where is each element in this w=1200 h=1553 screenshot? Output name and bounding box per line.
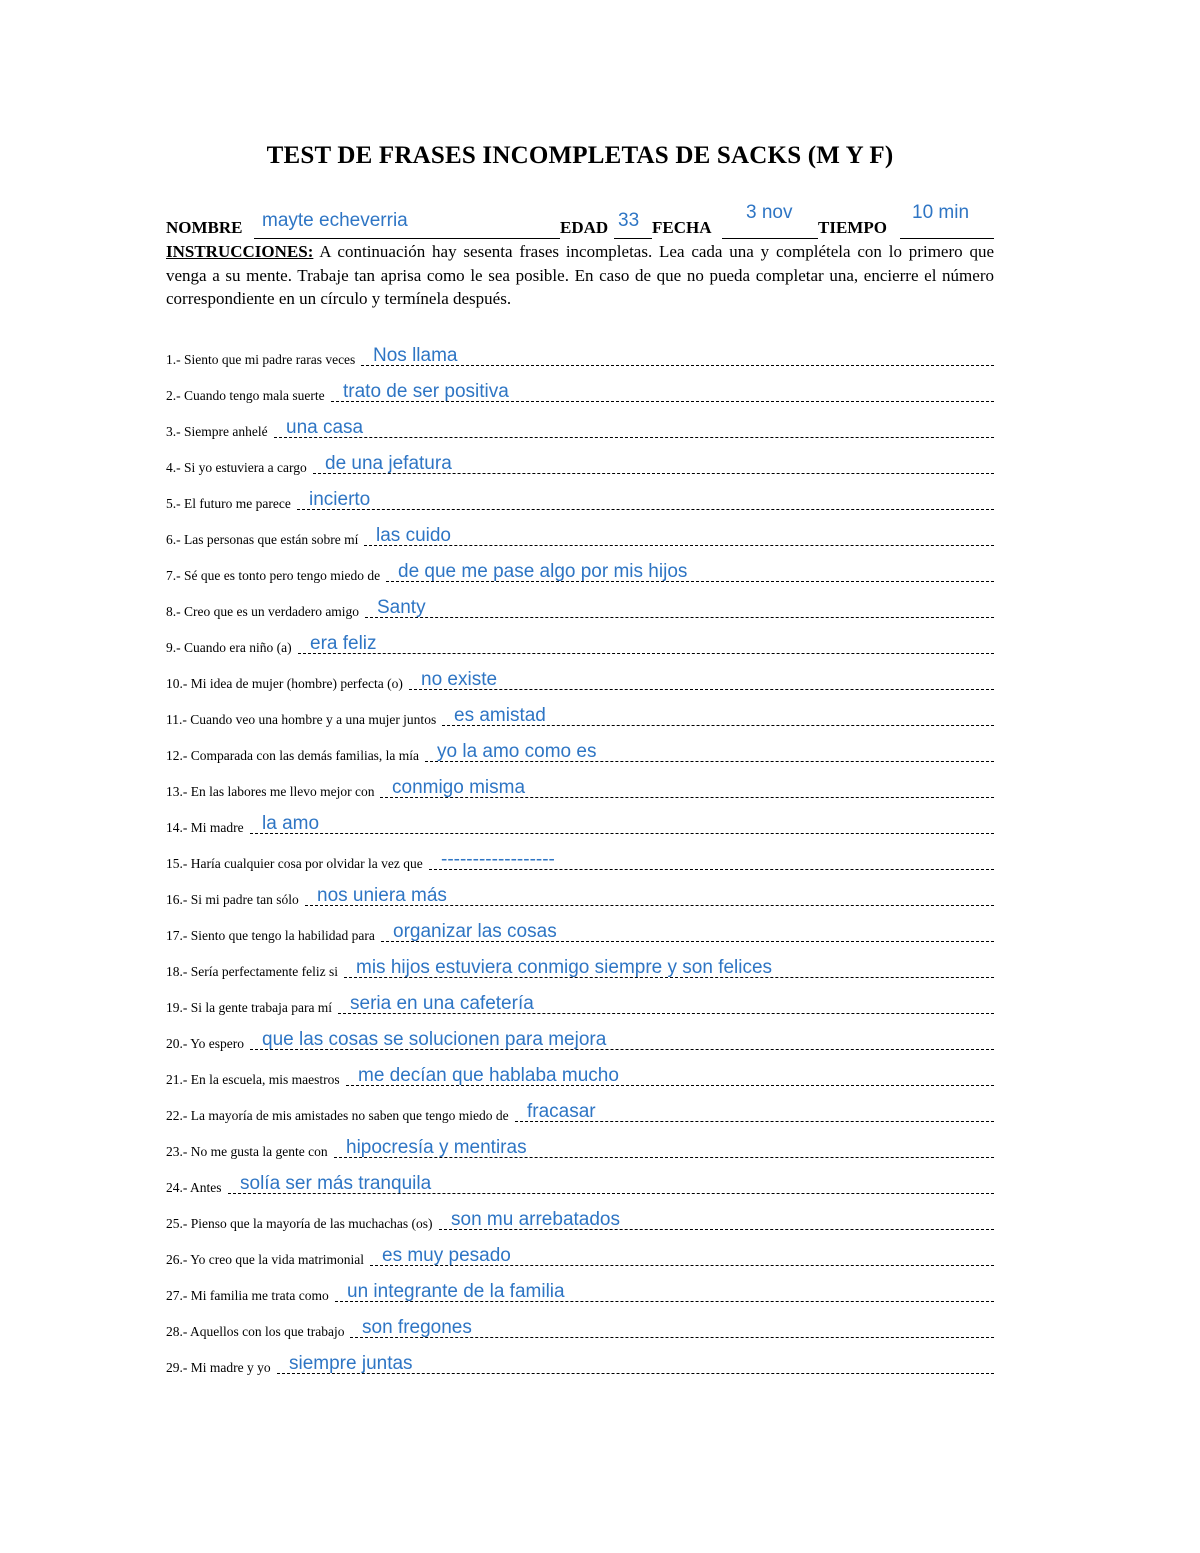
sentence-item — [166, 700, 994, 736]
sentence-prompt: 9.- Cuando era niño (a) — [166, 640, 296, 656]
edad-value[interactable]: 33 — [618, 210, 640, 231]
sentence-prompt: 21.- En la escuela, mis maestros — [166, 1072, 344, 1088]
sentence-item — [166, 520, 994, 556]
sentence-prompt: 23.- No me gusta la gente con — [166, 1144, 332, 1160]
sentence-item — [166, 808, 994, 844]
sentence-prompt: 27.- Mi familia me trata como — [166, 1288, 333, 1304]
sentence-prompt: 15.- Haría cualquier cosa por olvidar la vez que — [166, 856, 427, 872]
answer-text[interactable]: son mu arrebatados — [451, 1209, 620, 1230]
sentence-item — [166, 1240, 994, 1276]
answer-line — [250, 833, 994, 834]
sentence-item — [166, 988, 994, 1024]
answer-text[interactable]: que las cosas se solucionen para mejora — [262, 1029, 607, 1050]
answer-text[interactable]: nos uniera más — [317, 885, 447, 906]
sentence-item — [166, 952, 994, 988]
answer-text[interactable]: una casa — [286, 417, 364, 438]
answer-text[interactable]: organizar las cosas — [393, 921, 557, 942]
answer-text[interactable]: de que me pase algo por mis hijos — [398, 561, 688, 582]
sentence-item — [166, 340, 994, 376]
answer-text[interactable]: un integrante de la familia — [347, 1281, 565, 1302]
answer-text[interactable]: Nos llama — [373, 345, 458, 366]
sentence-prompt: 20.- Yo espero — [166, 1036, 248, 1052]
sentence-prompt: 12.- Comparada con las demás familias, la mía — [166, 748, 423, 764]
answer-text[interactable]: solía ser más tranquila — [240, 1173, 432, 1194]
header-fields — [166, 202, 994, 240]
sentence-prompt: 5.- El futuro me parece — [166, 496, 295, 512]
sentence-item — [166, 628, 994, 664]
sentence-item — [166, 592, 994, 628]
sentence-item — [166, 1348, 994, 1384]
fecha-value[interactable]: 3 nov — [746, 202, 793, 223]
answer-text[interactable]: son fregones — [362, 1317, 472, 1338]
sentence-prompt: 28.- Aquellos con los que trabajo — [166, 1324, 348, 1340]
answer-text[interactable]: incierto — [309, 489, 371, 510]
sentence-item — [166, 1132, 994, 1168]
sentence-prompt: 11.- Cuando veo una hombre y a una mujer juntos — [166, 712, 440, 728]
edad-label: EDAD — [560, 218, 609, 237]
sentence-item — [166, 1096, 994, 1132]
answer-text[interactable]: es muy pesado — [382, 1245, 511, 1266]
sentence-item — [166, 556, 994, 592]
sentence-prompt: 8.- Creo que es un verdadero amigo — [166, 604, 363, 620]
sentence-item — [166, 916, 994, 952]
sentence-item — [166, 376, 994, 412]
sentence-item — [166, 448, 994, 484]
sentence-prompt: 14.- Mi madre — [166, 820, 248, 836]
sentence-item — [166, 1024, 994, 1060]
sentence-prompt: 17.- Siento que tengo la habilidad para — [166, 928, 379, 944]
sentence-prompt: 7.- Sé que es tonto pero tengo miedo de — [166, 568, 384, 584]
answer-text[interactable]: no existe — [421, 669, 498, 690]
sentence-item — [166, 736, 994, 772]
sentence-item — [166, 1204, 994, 1240]
nombre-value[interactable]: mayte echeverria — [262, 210, 408, 231]
sentence-prompt: 13.- En las labores me llevo mejor con — [166, 784, 378, 800]
answer-text[interactable]: es amistad — [454, 705, 546, 726]
instructions — [166, 240, 994, 311]
answer-text[interactable]: siempre juntas — [289, 1353, 413, 1374]
answer-text[interactable]: era feliz — [310, 633, 377, 654]
answer-text[interactable]: Santy — [377, 597, 426, 618]
sentence-prompt: 2.- Cuando tengo mala suerte — [166, 388, 329, 404]
fecha-label: FECHA — [652, 218, 712, 237]
sentence-item — [166, 772, 994, 808]
answer-text[interactable]: las cuido — [376, 525, 451, 546]
sentence-item — [166, 664, 994, 700]
answer-line — [297, 509, 994, 510]
sentence-item — [166, 844, 994, 880]
nombre-label: NOMBRE — [166, 218, 243, 237]
sentence-prompt: 29.- Mi madre y yo — [166, 1360, 275, 1376]
sentence-item — [166, 1276, 994, 1312]
answer-text[interactable]: ------------------ — [441, 849, 555, 870]
sentence-item — [166, 412, 994, 448]
answer-line — [364, 545, 994, 546]
sentence-prompt: 26.- Yo creo que la vida matrimonial — [166, 1252, 368, 1268]
sentence-prompt: 22.- La mayoría de mis amistades no saben que tengo miedo de — [166, 1108, 513, 1124]
sentence-item — [166, 1312, 994, 1348]
sentence-prompt: 25.- Pienso que la mayoría de las muchachas (os) — [166, 1216, 437, 1232]
answer-text[interactable]: de una jefatura — [325, 453, 452, 474]
sentence-prompt: 3.- Siempre anhelé — [166, 424, 272, 440]
answer-text[interactable]: mis hijos estuviera conmigo siempre y son felices — [356, 957, 773, 978]
document-title: TEST DE FRASES INCOMPLETAS DE SACKS (M Y F) — [266, 142, 894, 169]
sentence-prompt: 19.- Si la gente trabaja para mí — [166, 1000, 336, 1016]
sentence-prompt: 16.- Si mi padre tan sólo — [166, 892, 303, 908]
answer-text[interactable]: hipocresía y mentiras — [346, 1137, 527, 1158]
sentence-item — [166, 1168, 994, 1204]
answer-text[interactable]: seria en una cafetería — [350, 993, 534, 1014]
answer-line — [274, 437, 994, 438]
sentence-item — [166, 484, 994, 520]
tiempo-value[interactable]: 10 min — [912, 202, 970, 223]
answer-text[interactable]: fracasar — [527, 1101, 596, 1122]
tiempo-label: TIEMPO — [818, 218, 887, 237]
answer-text[interactable]: trato de ser positiva — [343, 381, 509, 402]
sentence-prompt: 18.- Sería perfectamente feliz si — [166, 964, 342, 980]
sentence-prompt: 1.- Siento que mi padre raras veces — [166, 352, 359, 368]
answer-text[interactable]: la amo — [262, 813, 320, 834]
sentence-prompt: 24.- Antes — [166, 1180, 226, 1196]
sentence-prompt: 6.- Las personas que están sobre mí — [166, 532, 362, 548]
instructions-label: INSTRUCCIONES: — [166, 242, 314, 261]
answer-text[interactable]: conmigo misma — [392, 777, 526, 798]
sentence-item — [166, 1060, 994, 1096]
sentence-prompt: 4.- Si yo estuviera a cargo — [166, 460, 311, 476]
sentence-item — [166, 880, 994, 916]
instructions-text: A continuación hay sesenta frases incompletas. Lea cada una y complétela con lo primero que venga a su mente. Trabaje tan aprisa como le sea posible. En caso de que no pueda completar una, encierre el número correspondiente en un círculo y termínela después. — [166, 242, 994, 308]
answer-line — [298, 653, 994, 654]
answer-text[interactable]: yo la amo como es — [437, 741, 597, 762]
answer-line — [365, 617, 994, 618]
answer-text[interactable]: me decían que hablaba mucho — [358, 1065, 619, 1086]
sentence-prompt: 10.- Mi idea de mujer (hombre) perfecta (o) — [166, 676, 407, 692]
